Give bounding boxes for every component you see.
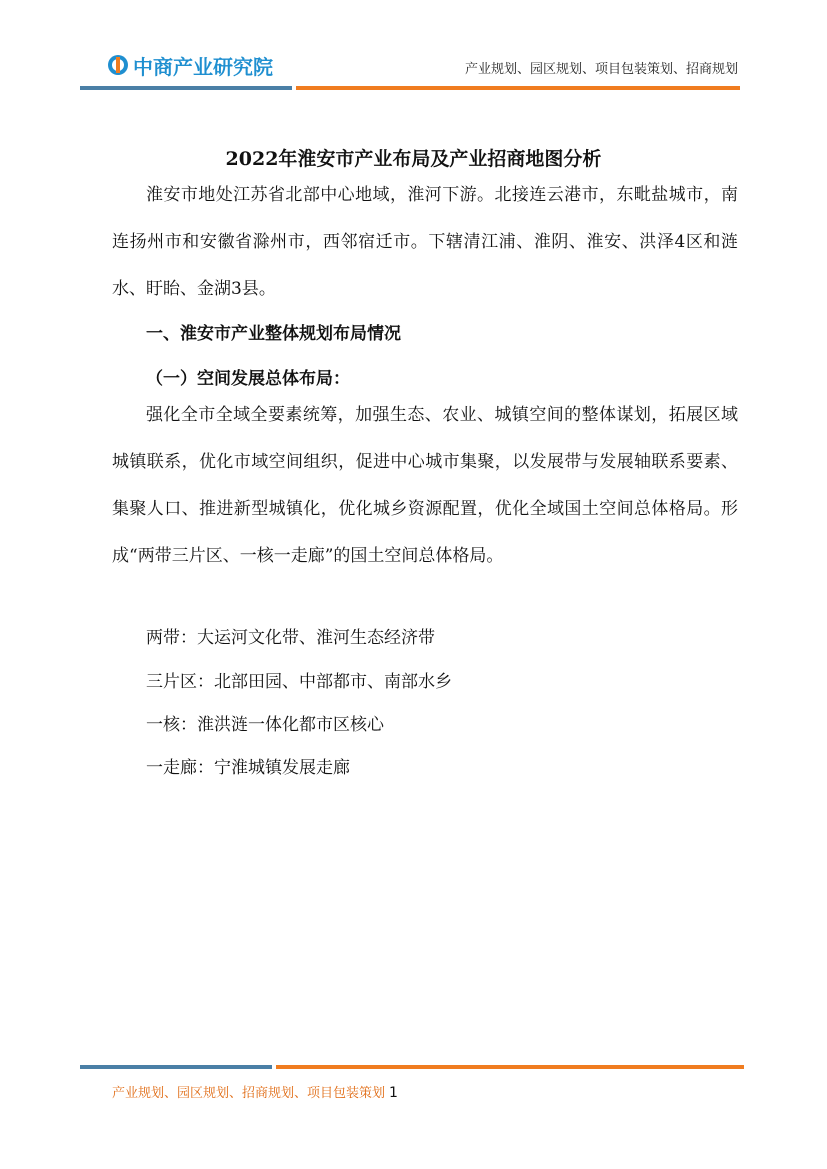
header-tagline: 产业规划、园区规划、项目包装策划、招商规划 bbox=[464, 62, 738, 77]
header-divider-blue bbox=[80, 86, 292, 90]
body-paragraph: 强化全市全域全要素统筹，加强生态、农业、城镇空间的整体谋划，拓展区域城镇联系，优化市域空间组织，促进中心城市集聚，以发展带与发展轴联系要素、集聚人口、推进新型城镇化，优化城乡资源配置，优化全域国土空间总体格局。形成“两带三片区、一核一走廊”的国土空间总体格局。 bbox=[112, 405, 738, 566]
subsection-heading: （一）空间发展总体布局： bbox=[146, 369, 350, 389]
logo-icon bbox=[107, 54, 129, 76]
list-item: 一走廊：宁淮城镇发展走廊 bbox=[146, 758, 350, 778]
logo-text: 中商产业研究院 bbox=[133, 54, 273, 79]
list-item: 一核：淮洪涟一体化都市区核心 bbox=[146, 715, 384, 735]
section-heading: 一、淮安市产业整体规划布局情况 bbox=[146, 324, 401, 344]
footer-text: 产业规划、园区规划、招商规划、项目包装策划 bbox=[112, 1086, 386, 1101]
page-number: 1 bbox=[389, 1085, 398, 1101]
footer-divider-blue bbox=[80, 1065, 272, 1069]
logo bbox=[107, 50, 273, 80]
page-header bbox=[0, 0, 827, 100]
intro-paragraph: 淮安市地处江苏省北部中心地域，淮河下游。北接连云港市，东毗盐城市，南连扬州市和安徽省滁州市，西邻宿迁市。下辖清江浦、淮阴、淮安、洪泽4区和涟水、盱眙、金湖3县。 bbox=[112, 185, 738, 299]
header-divider-orange bbox=[296, 86, 740, 90]
page-footer bbox=[112, 1082, 398, 1101]
document-title: 2022年淮安市产业布局及产业招商地图分析 bbox=[225, 148, 602, 170]
list-item: 三片区：北部田园、中部都市、南部水乡 bbox=[146, 672, 452, 692]
list-item: 两带：大运河文化带、淮河生态经济带 bbox=[146, 628, 435, 648]
footer-divider-orange bbox=[276, 1065, 744, 1069]
